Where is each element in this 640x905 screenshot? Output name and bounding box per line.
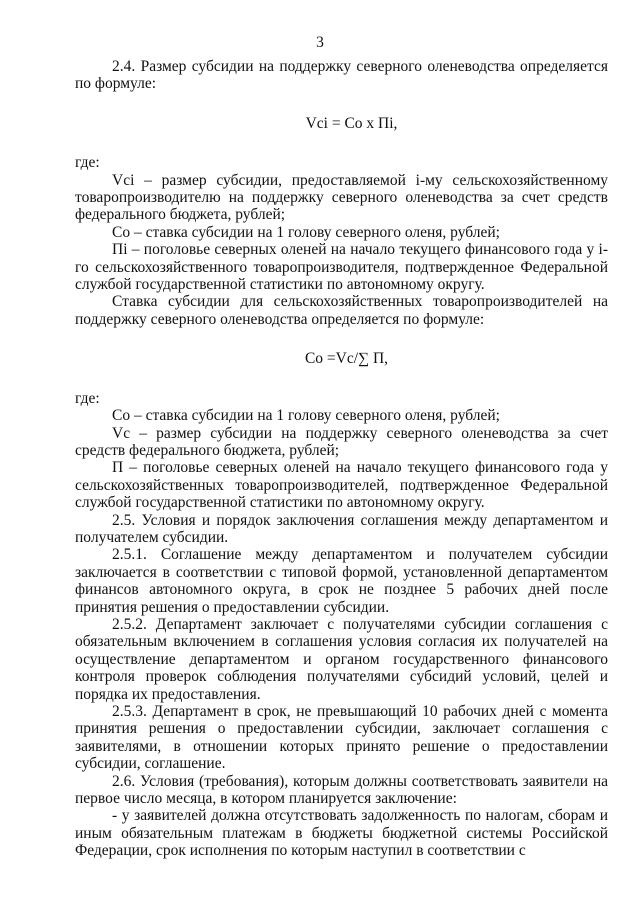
- formula-vci: Vci = Co x Пi,: [305, 114, 398, 132]
- def-vci: Vci – размер субсидии, предоставляемой i-му сельскохозяйственному товаропроизводителю на поддержку северного оленеводства за счет средств федерального бюджета, рублей;: [75, 171, 608, 224]
- para-2-5-1: 2.5.1. Соглашение между департаментом и получателем субсидии заключается в соответствии с типовой формой, установленной департаментом финансов автономного округа, в срок не позднее 5 рабочих дней после принятия решения о предоставлении субсидии.: [75, 546, 608, 616]
- para-rate-intro: Ставка субсидии для сельскохозяйственных товаропроизводителей на поддержку северного оленеводства определяется по формуле:: [75, 293, 608, 328]
- where-label-1: где:: [75, 154, 100, 172]
- def-co-1: Co – ставка субсидии на 1 голову северного оленя, рублей;: [112, 223, 500, 241]
- para-2-6-item-1: - у заявителей должна отсутствовать задолженность по налогам, сборам и иным обязательным платежам в бюджеты бюджетной системы Российской Федерации, срок исполнения по которым наступил в соответствии с: [75, 807, 608, 860]
- def-co-2: Co – ставка субсидии на 1 голову северного оленя, рублей;: [112, 407, 500, 425]
- para-2-5-2: 2.5.2. Департамент заключает с получателями субсидии соглашения с обязательным включением в соглашения условия согласия их получателей на осуществление департаментом и органом государственного финансового контроля проверок соблюдения получателями субсидий условий, целей и порядка их предоставления.: [75, 615, 608, 703]
- def-pi: Пi – поголовье северных оленей на начало текущего финансового года у i-го сельскохозяйственного товаропроизводителя, подтвержденное Федеральной службой государственной статистики по автономному округу.: [75, 241, 608, 294]
- formula-co: Co =Vc/∑ П,: [304, 350, 389, 368]
- para-2-5: 2.5. Условия и порядок заключения соглашения между департаментом и получателем субсидии.: [75, 511, 608, 546]
- para-2-6: 2.6. Условия (требования), которым должны соответствовать заявители на первое число месяца, в котором планируется заключение:: [75, 772, 608, 808]
- def-p: П – поголовье северных оленей на начало текущего финансового года у сельскохозяйственных товаропроизводителей, подтвержденное Федеральной службой государственной статистики по автономному округу.: [75, 459, 608, 512]
- document-body: [75, 58, 608, 860]
- where-label-2: где:: [75, 389, 100, 407]
- para-2-5-3: 2.5.3. Департамент в срок, не превышающий 10 рабочих дней с момента принятия решения о предоставлении субсидии, заключает соглашения с заявителями, в отношении которых принято решение о предоставлении субсидии, соглашение.: [75, 703, 608, 773]
- def-vc: Vc – размер субсидии на поддержку северного оленеводства за счет средств федерального бюджета, рублей;: [75, 424, 608, 459]
- page-number: 3: [316, 34, 324, 51]
- para-2-4-intro: 2.4. Размер субсидии на поддержку северного оленеводства определяется по формуле:: [75, 58, 608, 93]
